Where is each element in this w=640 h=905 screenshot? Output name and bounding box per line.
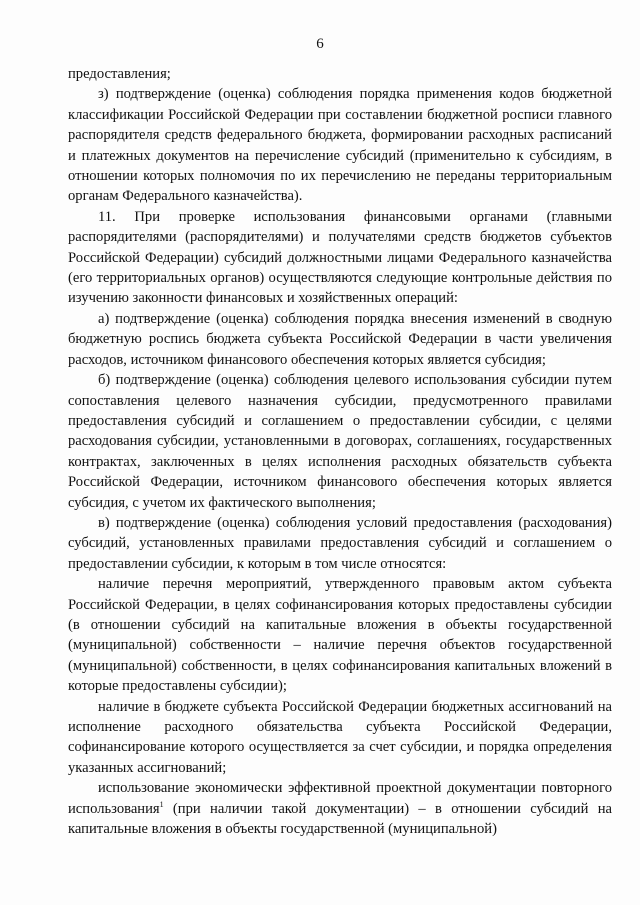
paragraph-item-z: з) подтверждение (оценка) соблюдения порядка применения кодов бюджетной классификации Российской Федерации при составлении бюджетной росписи главного распорядителя средств федерального бюджета, формировании расходных расписаний и платежных документов на перечисление субсидий (применительно к субсидиям, в отношении которых полномочия по их перечислению не переданы территориальным органам Федерального казначейства). xyxy=(68,86,612,205)
paragraph-text-after-footnote: (при наличии такой документации) – в отношении субсидий на капитальные вложения в объекты государственной (муниципальной) xyxy=(68,800,612,838)
paragraph-condition-project-documentation xyxy=(68,778,612,839)
footnote-marker: 1 xyxy=(159,799,164,809)
paragraph-continuation: предоставления; xyxy=(68,66,171,82)
paragraph-condition-budget-allocations: наличие в бюджете субъекта Российской Федерации бюджетных ассигнований на исполнение расходного обязательства субъекта Российской Федерации, софинансирование которого осуществляется за счет субсидии, и порядка определения указанных ассигнований; xyxy=(68,698,612,776)
paragraph-item-a: а) подтверждение (оценка) соблюдения порядка внесения изменений в сводную бюджетную роспись бюджета субъекта Российской Федерации в части увеличения расходов, источником финансового обеспечения которых является субсидия; xyxy=(68,310,612,368)
paragraph-item-b: б) подтверждение (оценка) соблюдения целевого использования субсидии путем сопоставления целевого назначения субсидии, предусмотренного правилами предоставления субсидий и соглашением о предоставлении субсидии, с целями расходования субсидии, установленными в договорах, соглашениях, государственных контрактах, заключенных в целях исполнения расходных обязательств субъекта Российской Федерации, источником финансового обеспечения которых является субсидия, с учетом их фактического выполнения; xyxy=(68,372,612,511)
paragraph-section-11: 11. При проверке использования финансовыми органами (главными распорядителями (распорядителями) и получателями средств бюджетов субъектов Российской Федерации) субсидий должностными лицами Федерального казначейства (его территориальных органов) осуществляются следующие контрольные действия по изучению законности финансовых и хозяйственных операций: xyxy=(68,208,612,307)
paragraph-condition-list-of-measures: наличие перечня мероприятий, утвержденного правовым актом субъекта Российской Федерации, в целях софинансирования которых предоставлены субсидии (в отношении субсидий на капитальные вложения в объекты государственной (муниципальной) собственности – наличие перечня объектов государственной (муниципальной) собственности, в целях софинансирования капитальных вложений в которые предоставлены субсидии); xyxy=(68,576,612,695)
paragraph-text-before-footnote: использование экономически эффективной проектной документации повторного использования xyxy=(68,780,612,817)
page-number: 6 xyxy=(316,36,324,52)
paragraph-item-v: в) подтверждение (оценка) соблюдения условий предоставления (расходования) субсидий, установленных правилами предоставления субсидий и соглашением о предоставлении субсидии, к которым в том числе относятся: xyxy=(68,514,612,572)
document-body xyxy=(68,64,612,839)
